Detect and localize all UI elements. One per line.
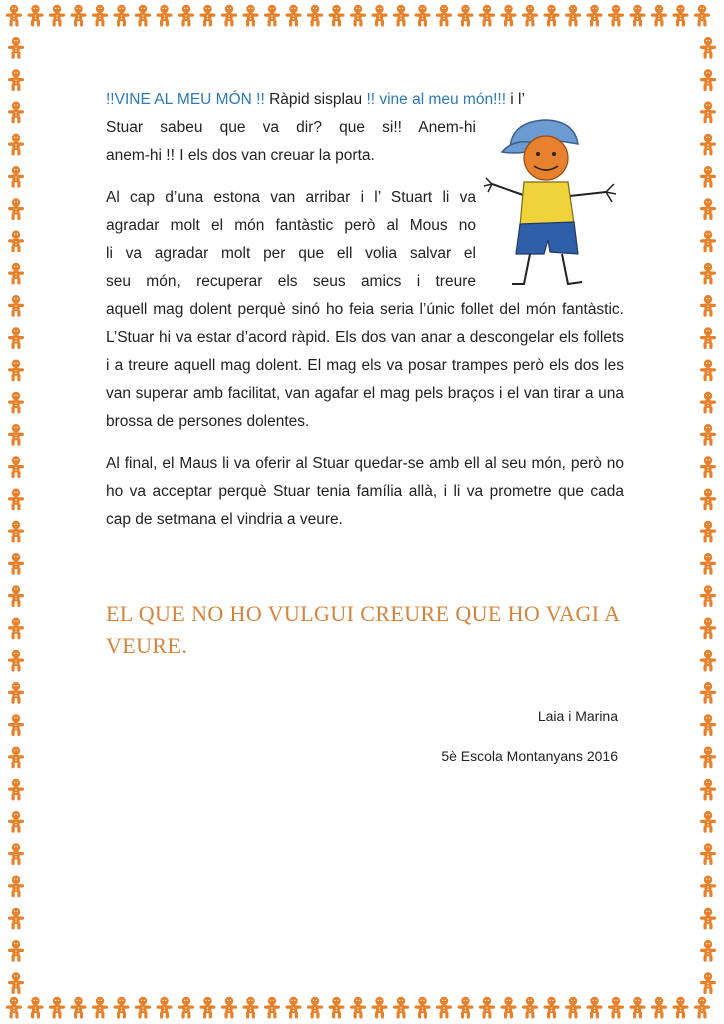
gingerbread-man-icon xyxy=(700,166,716,188)
gingerbread-man-icon xyxy=(8,876,24,898)
gingerbread-man-icon xyxy=(522,5,538,27)
gingerbread-man-icon xyxy=(694,997,710,1019)
gingerbread-man-icon xyxy=(458,997,474,1019)
gingerbread-man-icon xyxy=(700,456,716,478)
gingerbread-man-icon xyxy=(8,424,24,446)
gingerbread-man-icon xyxy=(8,69,24,91)
gingerbread-man-icon xyxy=(135,997,151,1019)
gingerbread-man-icon xyxy=(700,263,716,285)
gingerbread-man-icon xyxy=(501,997,517,1019)
gingerbread-man-icon xyxy=(544,997,560,1019)
gingerbread-man-icon xyxy=(8,102,24,124)
exclamation-vine-2: !! vine al meu món!!! xyxy=(366,91,506,108)
gingerbread-man-icon xyxy=(700,876,716,898)
gingerbread-man-icon xyxy=(587,997,603,1019)
exclamation-vine: !!VINE AL MEU MÓN !! xyxy=(106,91,265,108)
p1-line-3: anem-hi !! I els dos van creuar la porta. xyxy=(106,147,375,164)
gingerbread-man-icon xyxy=(393,997,409,1019)
gingerbread-man-icon xyxy=(372,5,388,27)
gingerbread-man-icon xyxy=(608,5,624,27)
gingerbread-man-icon xyxy=(157,5,173,27)
gingerbread-man-icon xyxy=(8,521,24,543)
gingerbread-man-icon xyxy=(92,5,108,27)
gingerbread-man-icon xyxy=(135,5,151,27)
gingerbread-man-icon xyxy=(700,102,716,124)
gingerbread-man-icon xyxy=(49,5,65,27)
gingerbread-man-icon xyxy=(630,997,646,1019)
gingerbread-man-icon xyxy=(6,997,22,1019)
gingerbread-man-icon xyxy=(458,5,474,27)
gingerbread-man-icon xyxy=(700,553,716,575)
gingerbread-man-icon xyxy=(8,811,24,833)
gingerbread-man-icon xyxy=(700,908,716,930)
gingerbread-man-icon xyxy=(479,5,495,27)
gingerbread-man-icon xyxy=(700,618,716,640)
gingerbread-man-icon xyxy=(200,997,216,1019)
gingerbread-man-icon xyxy=(243,5,259,27)
gingerbread-man-icon xyxy=(8,585,24,607)
gingerbread-man-icon xyxy=(329,997,345,1019)
gingerbread-man-icon xyxy=(565,997,581,1019)
gingerbread-man-icon xyxy=(8,650,24,672)
gingerbread-man-icon xyxy=(700,972,716,994)
school-year: 5è Escola Montanyans 2016 xyxy=(441,748,618,764)
gingerbread-man-icon xyxy=(8,682,24,704)
gingerbread-man-icon xyxy=(700,714,716,736)
gingerbread-man-icon xyxy=(415,5,431,27)
gingerbread-man-icon xyxy=(178,5,194,27)
gingerbread-man-icon xyxy=(651,997,667,1019)
gingerbread-man-icon xyxy=(436,5,452,27)
gingerbread-man-icon xyxy=(264,5,280,27)
gingerbread-man-icon xyxy=(8,908,24,930)
gingerbread-man-icon xyxy=(700,521,716,543)
gingerbread-man-icon xyxy=(700,843,716,865)
gingerbread-man-icon xyxy=(178,997,194,1019)
gingerbread-man-icon xyxy=(307,5,323,27)
gingerbread-man-icon xyxy=(700,747,716,769)
gingerbread-man-icon xyxy=(8,134,24,156)
gingerbread-man-icon xyxy=(350,997,366,1019)
gingerbread-man-icon xyxy=(700,231,716,253)
gingerbread-man-icon xyxy=(700,134,716,156)
gingerbread-man-icon xyxy=(372,997,388,1019)
gingerbread-man-icon xyxy=(673,5,689,27)
gingerbread-man-icon xyxy=(286,997,302,1019)
p2-narrow-line-1: Al cap d’una estona van arribar i l’ Stuart li va xyxy=(106,189,476,206)
gingerbread-man-icon xyxy=(700,327,716,349)
gingerbread-man-icon xyxy=(6,5,22,27)
gingerbread-man-icon xyxy=(329,5,345,27)
gingerbread-man-icon xyxy=(8,263,24,285)
gingerbread-man-icon xyxy=(92,997,108,1019)
gingerbread-man-icon xyxy=(393,5,409,27)
gingerbread-man-icon xyxy=(700,650,716,672)
gingerbread-man-icon xyxy=(8,392,24,414)
gingerbread-man-icon xyxy=(700,940,716,962)
gingerbread-man-icon xyxy=(200,5,216,27)
gingerbread-man-icon xyxy=(8,843,24,865)
gingerbread-man-icon xyxy=(8,714,24,736)
gingerbread-man-icon xyxy=(587,5,603,27)
gingerbread-man-icon xyxy=(8,489,24,511)
gingerbread-man-icon xyxy=(8,553,24,575)
gingerbread-man-icon xyxy=(157,997,173,1019)
gingerbread-man-icon xyxy=(8,37,24,59)
gingerbread-man-icon xyxy=(651,5,667,27)
p2-narrow-line-2: agradar molt el món fantàstic però al Mous no xyxy=(106,217,476,234)
story-paragraph-1 xyxy=(106,86,624,170)
gingerbread-man-icon xyxy=(700,682,716,704)
gingerbread-man-icon xyxy=(8,198,24,220)
gingerbread-man-icon xyxy=(8,166,24,188)
gingerbread-man-icon xyxy=(114,997,130,1019)
gingerbread-man-icon xyxy=(307,997,323,1019)
p2-rest: aquell mag dolent perquè sinó ho feia seria l’únic follet del món fantàstic. L’Stuar hi va estar d’acord ràpid. Els dos van anar a descongelar els follets i a treure aquell mag dolent. El mag els va posar trampes però els dos les van superar amb facilitat, van agafar el mag pels braços i el van tirar a una brossa de persones dolentes. xyxy=(106,301,624,430)
gingerbread-man-icon xyxy=(8,231,24,253)
gingerbread-man-icon xyxy=(565,5,581,27)
gingerbread-man-icon xyxy=(8,779,24,801)
gingerbread-man-icon xyxy=(522,997,538,1019)
gingerbread-man-icon xyxy=(415,997,431,1019)
gingerbread-man-icon xyxy=(114,5,130,27)
gingerbread-man-icon xyxy=(8,618,24,640)
gingerbread-man-icon xyxy=(8,327,24,349)
closing-title: EL QUE NO HO VULGUI CREURE QUE HO VAGI A VEURE. xyxy=(106,601,620,658)
gingerbread-man-icon xyxy=(700,37,716,59)
text-rapid: Ràpid sisplau xyxy=(264,91,367,108)
gingerbread-man-icon xyxy=(28,997,44,1019)
gingerbread-man-icon xyxy=(436,997,452,1019)
gingerbread-man-icon xyxy=(673,997,689,1019)
p2-narrow-line-4: seu món, recuperar els seus amics i treure xyxy=(106,273,476,290)
gingerbread-man-icon xyxy=(8,360,24,382)
gingerbread-man-icon xyxy=(479,997,495,1019)
gingerbread-man-icon xyxy=(8,747,24,769)
gingerbread-man-icon xyxy=(71,997,87,1019)
gingerbread-man-icon xyxy=(694,5,710,27)
gingerbread-man-icon xyxy=(700,585,716,607)
gingerbread-man-icon xyxy=(630,5,646,27)
gingerbread-man-icon xyxy=(700,69,716,91)
gingerbread-man-icon xyxy=(221,997,237,1019)
gingerbread-man-icon xyxy=(700,779,716,801)
story-paragraph-3: Al final, el Maus li va oferir al Stuar quedar-se amb ell al seu món, però no ho va acceptar perquè Stuar tenia família allà, i li va prometre que cada cap de setmana el vindria a veure. xyxy=(106,455,624,528)
gingerbread-man-icon xyxy=(28,5,44,27)
p1-line-2: Stuar sabeu que va dir? que si!! Anem-hi xyxy=(106,119,476,136)
gingerbread-man-icon xyxy=(71,5,87,27)
story-paragraph-2 xyxy=(106,184,624,436)
gingerbread-man-icon xyxy=(8,972,24,994)
gingerbread-man-icon xyxy=(8,940,24,962)
gingerbread-man-icon xyxy=(700,811,716,833)
gingerbread-man-icon xyxy=(8,456,24,478)
gingerbread-man-icon xyxy=(700,392,716,414)
p2-narrow-line-3: li va agradar molt per que ell volia salvar el xyxy=(106,245,476,262)
story-body xyxy=(106,86,624,548)
gingerbread-man-icon xyxy=(544,5,560,27)
gingerbread-man-icon xyxy=(501,5,517,27)
gingerbread-man-icon xyxy=(700,198,716,220)
gingerbread-man-icon xyxy=(700,295,716,317)
gingerbread-man-icon xyxy=(286,5,302,27)
gingerbread-man-icon xyxy=(49,997,65,1019)
gingerbread-man-icon xyxy=(700,489,716,511)
gingerbread-man-icon xyxy=(221,5,237,27)
authors: Laia i Marina xyxy=(537,708,618,724)
gingerbread-man-icon xyxy=(700,360,716,382)
gingerbread-man-icon xyxy=(264,997,280,1019)
gingerbread-man-icon xyxy=(700,424,716,446)
gingerbread-man-icon xyxy=(243,997,259,1019)
text-il: i l’ xyxy=(506,91,525,108)
gingerbread-man-icon xyxy=(8,295,24,317)
gingerbread-man-icon xyxy=(350,5,366,27)
gingerbread-man-icon xyxy=(608,997,624,1019)
